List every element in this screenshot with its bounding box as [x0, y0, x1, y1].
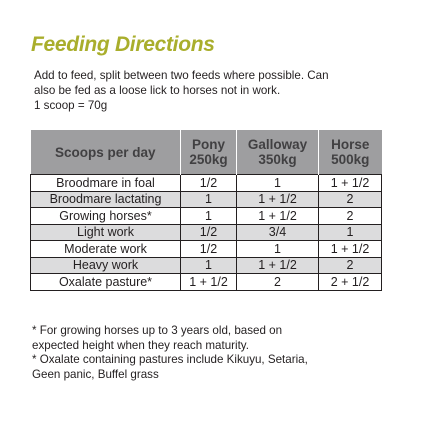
cell-galloway: 3/4: [237, 224, 319, 241]
header-scoops-per-day: Scoops per day: [31, 130, 181, 175]
header-galloway: [237, 130, 319, 175]
header-pony: [181, 130, 237, 175]
table-row: [31, 241, 382, 258]
intro-line: Add to feed, split between two feeds where possible. Can: [34, 69, 329, 82]
cell-horse: 1: [319, 224, 382, 241]
footnotes: [32, 324, 402, 382]
row-label: Broodmare lactating: [31, 191, 181, 208]
cell-horse: 2: [319, 208, 382, 225]
cell-galloway: 2: [237, 274, 319, 291]
header-horse: [319, 130, 382, 175]
row-label: Heavy work: [31, 257, 181, 274]
cell-horse: 1 + 1/2: [319, 175, 382, 192]
row-label: Growing horses*: [31, 208, 181, 225]
footnote-line: expected height when they reach maturity.: [32, 338, 249, 352]
page-title: Feeding Directions: [31, 33, 215, 56]
row-label: Broodmare in foal: [31, 175, 181, 192]
cell-pony: 1/2: [181, 175, 237, 192]
header-pony-weight: 250kg: [189, 152, 228, 167]
header-horse-name: Horse: [331, 137, 370, 152]
cell-galloway: 1: [237, 241, 319, 258]
cell-pony: 1: [181, 257, 237, 274]
header-pony-name: Pony: [191, 137, 225, 152]
table-header-row: [31, 130, 382, 175]
header-galloway-name: Galloway: [247, 137, 308, 152]
cell-galloway: 1: [237, 175, 319, 192]
cell-horse: 1 + 1/2: [319, 241, 382, 258]
table-row: [31, 257, 382, 274]
intro-line: also be fed as a loose lick to horses not in work.: [34, 84, 281, 97]
row-label: Oxalate pasture*: [31, 274, 181, 291]
cell-pony: 1/2: [181, 241, 237, 258]
cell-galloway: 1 + 1/2: [237, 208, 319, 225]
intro-line: 1 scoop = 70g: [34, 99, 108, 112]
table-row: [31, 224, 382, 241]
row-label: Moderate work: [31, 241, 181, 258]
header-galloway-weight: 350kg: [258, 152, 297, 167]
cell-horse: 2: [319, 191, 382, 208]
cell-pony: 1 + 1/2: [181, 274, 237, 291]
table-row: [31, 208, 382, 225]
feeding-table: [30, 130, 382, 291]
table-row: [31, 175, 382, 192]
table-row: [31, 274, 382, 291]
table-row: [31, 191, 382, 208]
footnote-line: Geen panic, Buffel grass: [32, 367, 159, 381]
cell-galloway: 1 + 1/2: [237, 191, 319, 208]
cell-galloway: 1 + 1/2: [237, 257, 319, 274]
cell-pony: 1: [181, 208, 237, 225]
cell-horse: 2 + 1/2: [319, 274, 382, 291]
cell-horse: 2: [319, 257, 382, 274]
header-horse-weight: 500kg: [331, 152, 370, 167]
cell-pony: 1: [181, 191, 237, 208]
row-label: Light work: [31, 224, 181, 241]
cell-pony: 1/2: [181, 224, 237, 241]
intro-text: [34, 68, 404, 113]
footnote-line: * For growing horses up to 3 years old, based on: [32, 324, 283, 337]
footnote-line: * Oxalate containing pastures include Kikuyu, Setaria,: [32, 353, 308, 366]
